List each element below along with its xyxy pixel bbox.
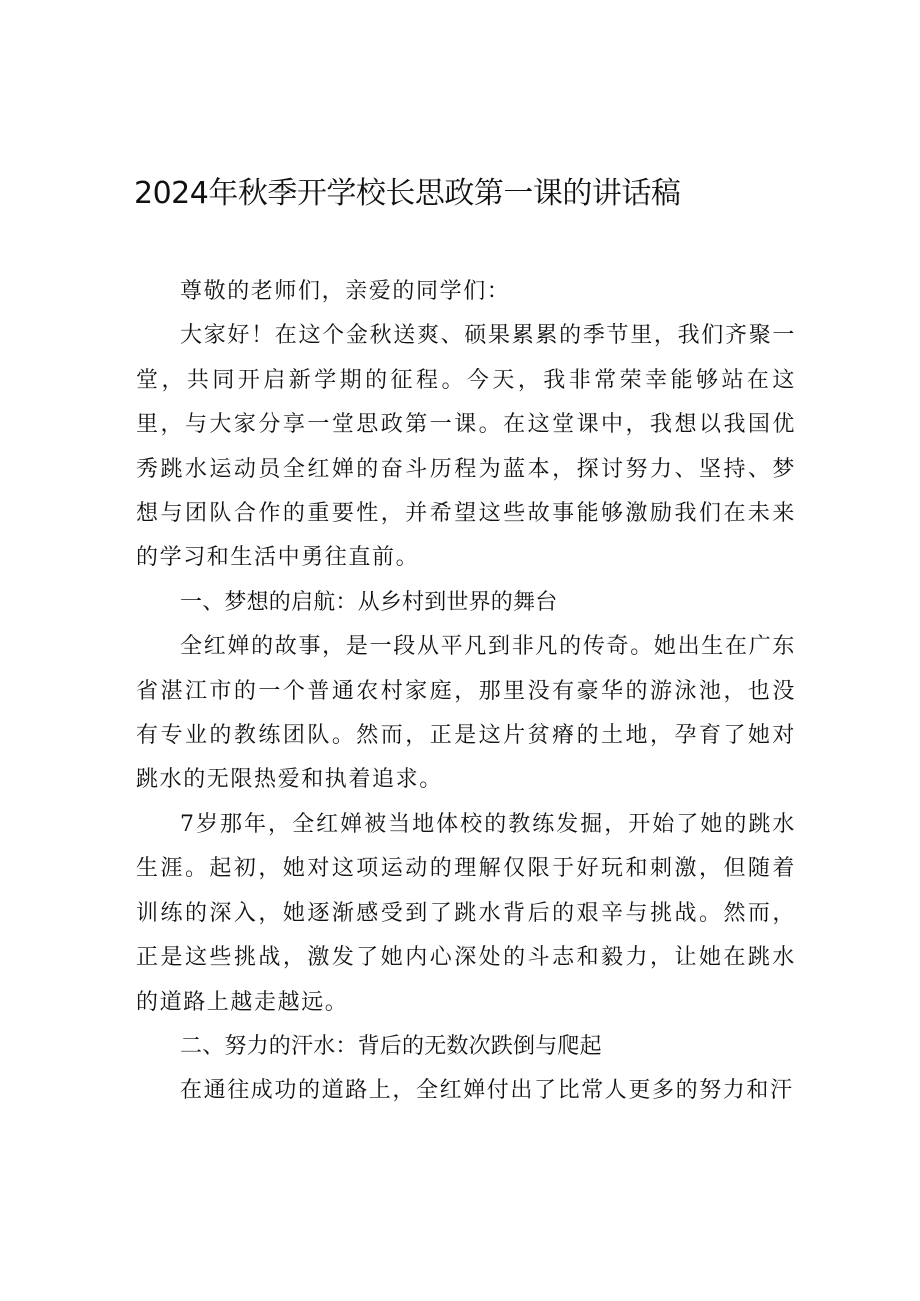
intro-paragraph: 大家好！在这个金秋送爽、硕果累累的季节里，我们齐聚一堂，共同开启新学期的征程。今天，我非常荣幸能够站在这里，与大家分享一堂思政第一课。在这堂课中，我想以我国优秀跳水运动员全红婵的奋斗历程为蓝本，探讨努力、坚持、梦想与团队合作的重要性，并希望这些故事能够激励我们在未来的学习和生活中勇往直前。 bbox=[136, 323, 796, 571]
section-heading-2: 二、努力的汗水：背后的无数次跌倒与爬起 bbox=[180, 1033, 602, 1059]
section-heading-1: 一、梦想的启航：从乡村到世界的舞台 bbox=[180, 589, 558, 615]
section2-paragraph-1: 在通往成功的道路上，全红婵付出了比常人更多的努力和汗 bbox=[180, 1078, 794, 1104]
salutation: 尊敬的老师们，亲爱的同学们： bbox=[180, 279, 511, 304]
document-body bbox=[136, 270, 796, 1114]
section1-paragraph-1: 全红婵的故事，是一段从平凡到非凡的传奇。她出生在广东省湛江市的一个普通农村家庭，那里没有豪华的游泳池，也没有专业的教练团队。然而，正是这片贫瘠的土地，孕育了她对跳水的无限热爱和执着追求。 bbox=[136, 634, 796, 793]
section1-paragraph-2: 7岁那年，全红婵被当地体校的教练发掘，开始了她的跳水生涯。起初，她对这项运动的理解仅限于好玩和刺激，但随着训练的深入，她逐渐感受到了跳水背后的艰辛与挑战。然而，正是这些挑战，激发了她内心深处的斗志和毅力，让她在跳水的道路上越走越远。 bbox=[136, 811, 796, 1015]
document-title: 2024年秋季开学校长思政第一课的讲话稿 bbox=[134, 176, 681, 211]
